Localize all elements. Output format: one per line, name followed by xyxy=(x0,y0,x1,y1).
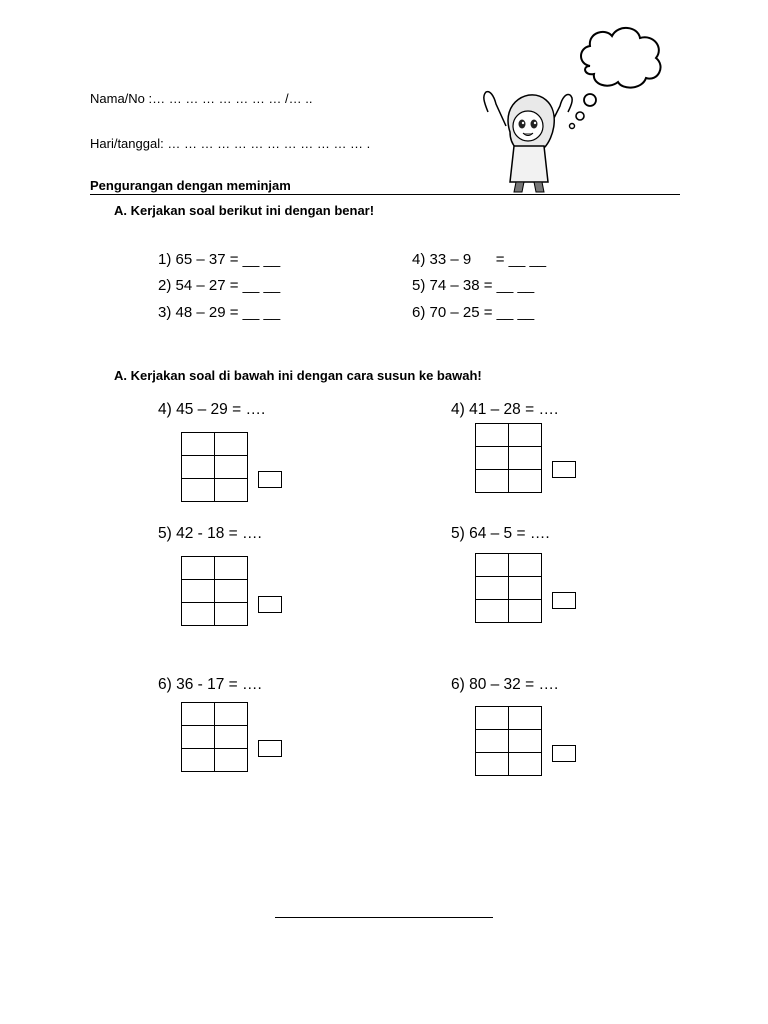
answer-box[interactable] xyxy=(258,740,282,757)
problem-expr: 33 – 9 xyxy=(429,251,472,268)
problem-expr: 74 – 38 xyxy=(429,277,480,294)
column-problem-label: 5) 42 - 18 = …. xyxy=(158,525,262,542)
problem-5 xyxy=(412,277,534,294)
problem-number: 5) xyxy=(412,277,426,294)
column-problem-label: 6) 80 – 32 = …. xyxy=(451,676,559,693)
problem-answer-blank: = __ __ xyxy=(483,304,535,321)
problem-3 xyxy=(158,304,280,321)
thought-bubble-icon xyxy=(560,18,680,138)
date-label: Hari/tanggal: xyxy=(90,136,164,151)
problem-6 xyxy=(412,304,534,321)
problem-expr: 54 – 27 xyxy=(175,277,226,294)
column-grid[interactable] xyxy=(181,432,248,502)
topic-title: Pengurangan dengan meminjam xyxy=(90,178,291,193)
name-field[interactable] xyxy=(90,91,313,106)
divider xyxy=(90,194,680,195)
date-field[interactable] xyxy=(90,136,370,151)
problem-number: 6) xyxy=(412,304,426,321)
answer-box[interactable] xyxy=(258,471,282,488)
column-grid[interactable] xyxy=(181,702,248,772)
column-problem-label: 6) 36 - 17 = …. xyxy=(158,676,262,693)
column-grid[interactable] xyxy=(475,423,542,493)
problem-1 xyxy=(158,251,280,268)
column-grid[interactable] xyxy=(475,706,542,776)
answer-box[interactable] xyxy=(552,461,576,478)
problem-answer-blank: = __ __ xyxy=(229,304,281,321)
problem-2 xyxy=(158,277,280,294)
column-grid[interactable] xyxy=(475,553,542,623)
date-dots: … … … … … … … … … … … … . xyxy=(163,136,371,151)
problem-answer-blank: = __ __ xyxy=(229,251,281,268)
section-b-instruction: A. Kerjakan soal di bawah ini dengan cara susun ke bawah! xyxy=(114,368,482,383)
section-a-instruction: A. Kerjakan soal berikut ini dengan benar! xyxy=(114,203,375,218)
column-problem-label: 4) 45 – 29 = …. xyxy=(158,401,266,418)
problem-answer-blank: = __ __ xyxy=(495,251,547,268)
problem-4 xyxy=(412,251,546,268)
problem-number: 3) xyxy=(158,304,172,321)
problem-expr: 65 – 37 xyxy=(175,251,226,268)
problem-number: 2) xyxy=(158,277,172,294)
problem-answer-blank: = __ __ xyxy=(229,277,281,294)
problem-answer-blank: = __ __ xyxy=(483,277,535,294)
column-problem-label: 4) 41 – 28 = …. xyxy=(451,401,559,418)
answer-box[interactable] xyxy=(552,592,576,609)
problem-expr: 48 – 29 xyxy=(175,304,226,321)
signature-line xyxy=(275,917,493,918)
problem-number: 1) xyxy=(158,251,172,268)
column-grid[interactable] xyxy=(181,556,248,626)
name-dots: :… … … … … … … … /… .. xyxy=(144,91,313,106)
answer-box[interactable] xyxy=(258,596,282,613)
answer-box[interactable] xyxy=(552,745,576,762)
name-label: Nama/No xyxy=(90,91,145,106)
problem-number: 4) xyxy=(412,251,426,268)
problem-expr: 70 – 25 xyxy=(429,304,480,321)
column-problem-label: 5) 64 – 5 = …. xyxy=(451,525,550,542)
